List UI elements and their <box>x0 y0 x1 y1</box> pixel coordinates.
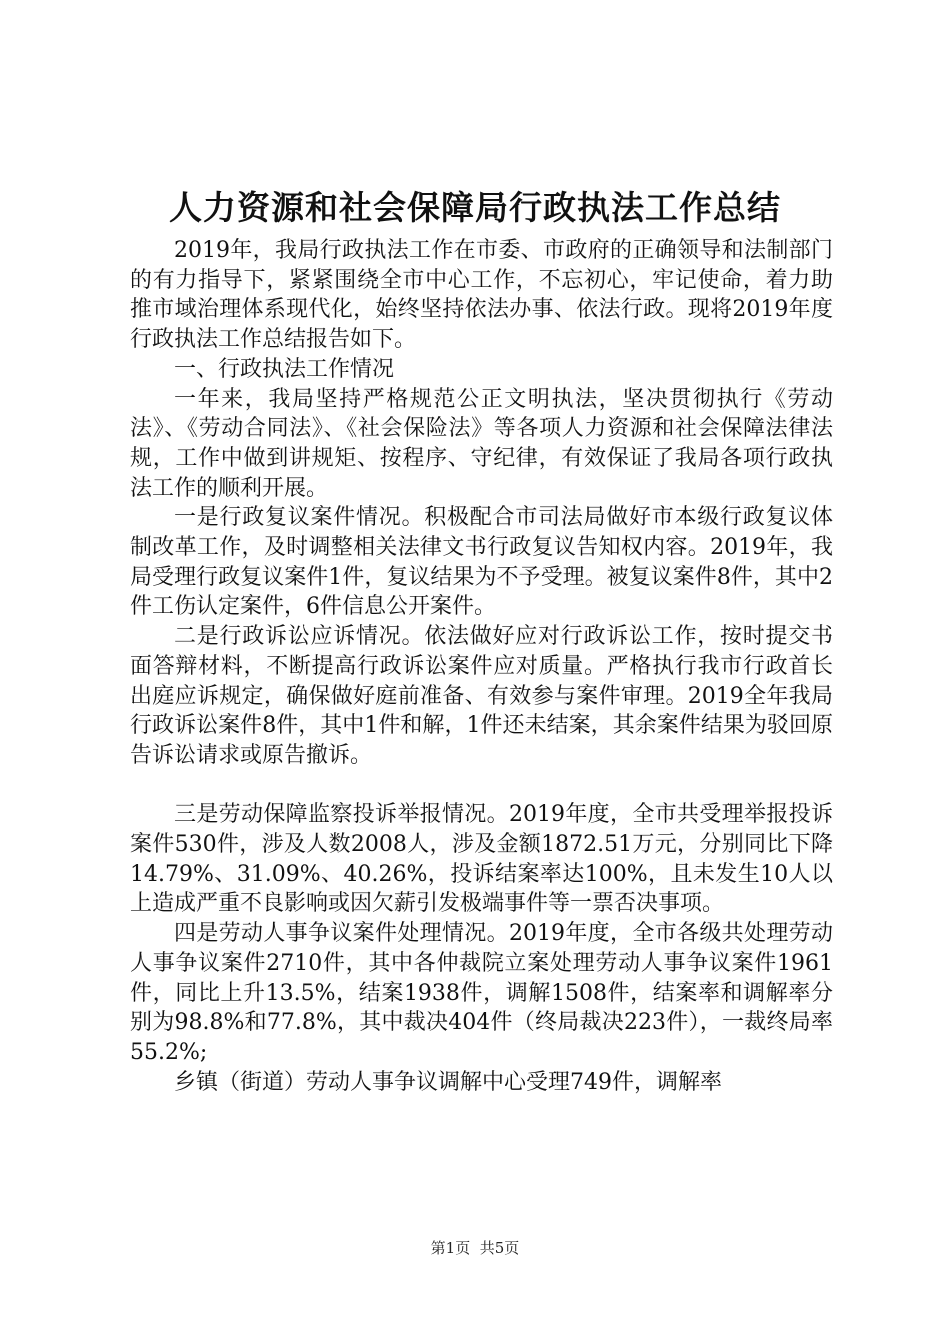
paragraph-spacer <box>130 771 833 801</box>
paragraph-overview: 一年来，我局坚持严格规范公正文明执法，坚决贯彻执行《劳动法》、《劳动合同法》、《社会保险法》等各项人力资源和社会保障法律法规，工作中做到讲规矩、按程序、守纪律，有效保证了我局各项行政执法工作的顺利开展。 <box>130 386 833 501</box>
document-body <box>130 236 833 1097</box>
page-total: 共5页 <box>479 1239 520 1257</box>
paragraph-administrative-litigation: 二是行政诉讼应诉情况。依法做好应对行政诉讼工作，按时提交书面答辩材料，不断提高行政诉讼案件应对质量。严格执行我市行政首长出庭应诉规定，确保做好庭前准备、有效参与案件审理。2019全年我局行政诉讼案件8件，其中1件和解，1件还未结案，其余案件结果为驳回原告诉讼请求或原告撤诉。 <box>130 624 833 768</box>
page-number: 第1页 <box>430 1239 471 1257</box>
paragraph-township-mediation: 乡镇（街道）劳动人事争议调解中心受理749件，调解率 <box>174 1069 722 1095</box>
document-title: 人力资源和社会保障局行政执法工作总结 <box>169 188 781 227</box>
section-heading: 一、行政执法工作情况 <box>174 356 395 382</box>
page-footer <box>0 1238 950 1258</box>
paragraph-intro: 2019年，我局行政执法工作在市委、市政府的正确领导和法制部门的有力指导下，紧紧围绕全市中心工作，不忘初心，牢记使命，着力助推市域治理体系现代化，始终坚持依法办事、依法行政。现将2019年度行政执法工作总结报告如下。 <box>130 238 833 353</box>
paragraph-labor-inspection: 三是劳动保障监察投诉举报情况。2019年度，全市共受理举报投诉案件530件，涉及人数2008人，涉及金额1872.51万元，分别同比下降14.79%、31.09%、40.26%，投诉结案率达100%，且未发生10人以上造成严重不良影响或因欠薪引发极端事件等一票否决事项。 <box>130 802 833 917</box>
paragraph-labor-disputes: 四是劳动人事争议案件处理情况。2019年度，全市各级共处理劳动人事争议案件2710件，其中各仲裁院立案处理劳动人事争议案件1961件，同比上升13.5%，结案1938件，调解1508件，结案率和调解率分别为98.8%和77.8%，其中裁决404件（终局裁决223件），一裁终局率55.2%; <box>130 921 833 1065</box>
paragraph-administrative-review: 一是行政复议案件情况。积极配合市司法局做好市本级行政复议体制改革工作，及时调整相关法律文书行政复议告知权内容。2019年，我局受理行政复议案件1件，复议结果为不予受理。被复议案件8件，其中2件工伤认定案件，6件信息公开案件。 <box>130 505 833 620</box>
